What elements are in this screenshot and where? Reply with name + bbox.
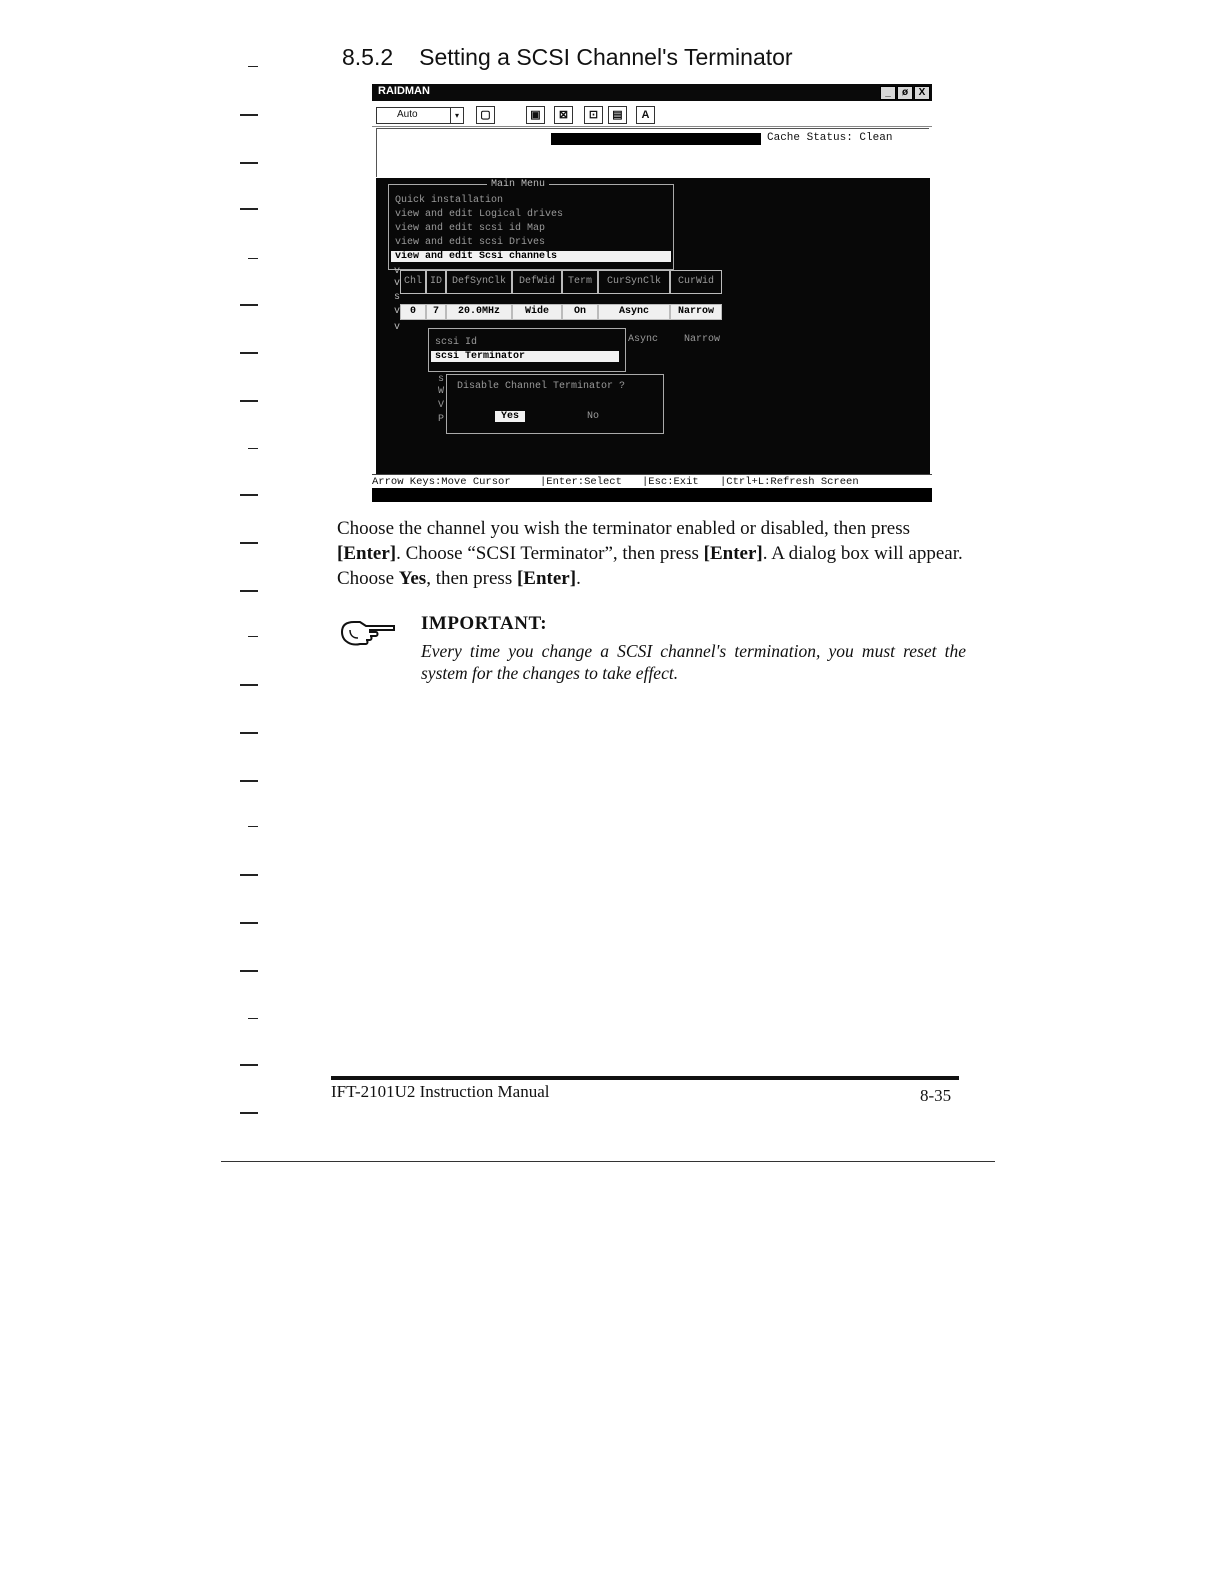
table-cell: Async [628,334,659,345]
menu-item-quick-install[interactable]: Quick installation [395,195,504,206]
table-cell[interactable]: On [562,304,598,320]
menu-item-scsi-id-map[interactable]: view and edit scsi id Map [395,223,546,234]
chevron-down-icon[interactable]: ▾ [450,108,463,123]
key-hint: |Ctrl+L:Refresh Screen [720,476,859,488]
mode-combo[interactable] [376,107,464,124]
important-text: Every time you change a SCSI channel's termination, you must reset the system for the changes to take effect. [421,641,966,683]
window-titlebar [372,84,932,101]
menu-edge: V [438,400,445,411]
toolbar [372,102,932,127]
close-button[interactable]: X [914,86,930,100]
key-hint: |Esc:Exit [642,476,699,488]
text-run: . A dialog box will appear. Choose [337,543,963,589]
col-header: CurWid [670,270,722,294]
save-icon[interactable]: ▣ [526,106,545,124]
submenu-item-scsi-terminator[interactable]: scsi Terminator [431,351,619,362]
page-edge-rule [221,1161,995,1162]
main-menu-title: Main Menu [487,179,549,190]
menu-item-scsi-channels[interactable]: view and edit Scsi channels [391,251,671,262]
col-header: Term [562,270,598,294]
raidman-window [372,84,932,502]
table-cell[interactable]: Narrow [670,304,722,320]
key-enter: [Enter] [516,568,577,589]
col-header: ID [426,270,446,294]
key-enter: [Enter] [703,543,763,564]
table-cell[interactable]: Wide [512,304,562,320]
yes-button[interactable]: Yes [495,411,525,422]
grid-icon[interactable]: ⊠ [554,106,573,124]
menu-edge: s [438,374,445,385]
channel-submenu [428,328,626,372]
key-hint: |Enter:Select [540,476,622,488]
no-button[interactable]: No [587,411,600,422]
cache-status: Cache Status: Clean [767,132,893,144]
col-header: CurSynClk [598,270,670,294]
choice-yes: Yes [398,568,427,589]
terminal-screen [376,178,930,474]
main-menu [388,179,674,270]
key-help-bar [372,474,932,489]
menu-edge: W [438,386,445,397]
section-number: 8.5.2 [342,44,394,70]
window-icon[interactable]: ▤ [608,106,627,124]
section-title: Setting a SCSI Channel's Terminator [419,44,793,70]
menu-edge: v [394,322,401,333]
pointing-hand-icon [340,618,396,650]
menu-edge: s [394,292,401,303]
settings-icon[interactable]: ⊡ [584,106,603,124]
table-cell[interactable]: 7 [426,304,446,320]
minimize-button[interactable]: _ [880,86,896,100]
col-header: DefWid [512,270,562,294]
key-hint: Arrow Keys:Move Cursor [372,476,511,488]
text-run: . Choose “SCSI Terminator”, then press [396,543,704,564]
terminator-dialog [446,374,664,434]
font-icon[interactable]: A [636,106,655,124]
menu-edge: v [394,278,401,289]
key-enter: [Enter] [337,543,397,564]
new-icon[interactable]: ▢ [476,106,495,124]
col-header: Chl [400,270,426,294]
bottom-bar [372,488,932,502]
footer-rule [331,1076,959,1080]
menu-edge: v [394,306,401,317]
table-cell[interactable]: Async [598,304,670,320]
text-run: Choose the channel you wish the terminator enabled or disabled, then press [337,518,911,539]
footer-manual-title: IFT-2101U2 Instruction Manual [331,1082,550,1101]
important-label: IMPORTANT: [421,613,548,634]
section-heading [342,44,793,71]
table-cell: Narrow [684,334,721,345]
text-run: , then press [426,568,517,589]
menu-edge: v [394,266,401,277]
mode-combo-value: Auto [397,109,418,120]
window-title: RAIDMAN [378,85,430,97]
submenu-item-scsi-id[interactable]: scsi Id [435,337,478,348]
status-row [376,128,929,177]
instruction-paragraph [337,516,967,591]
page-number: 8-35 [920,1086,952,1105]
menu-edge: P [438,414,445,425]
menu-item-logical-drives[interactable]: view and edit Logical drives [395,209,564,220]
text-run: . [576,568,581,589]
table-cell[interactable]: 20.0MHz [446,304,512,320]
progress-bar [551,133,761,145]
restore-button[interactable]: ø [897,86,913,100]
dialog-prompt: Disable Channel Terminator ? [457,381,626,392]
col-header: DefSynClk [446,270,512,294]
menu-item-scsi-drives[interactable]: view and edit scsi Drives [395,237,546,248]
table-cell[interactable]: 0 [400,304,426,320]
